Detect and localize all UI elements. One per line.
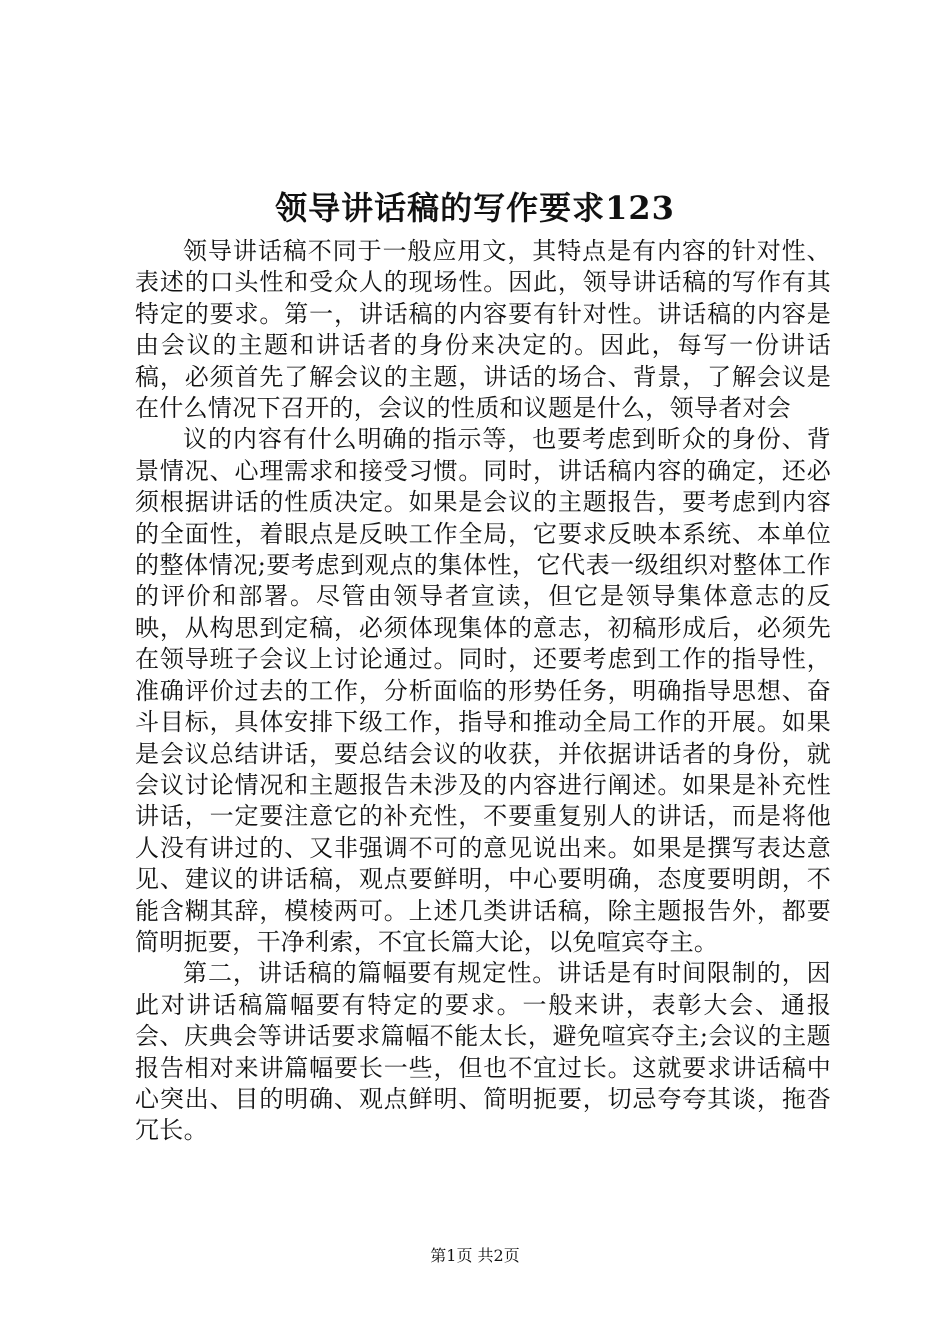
document-body <box>135 236 831 1147</box>
paragraph-3: 第二，讲话稿的篇幅要有规定性。讲话是有时间限制的，因此对讲话稿篇幅要有特定的要求。一般来讲，表彰大会、通报会、庆典会等讲话要求篇幅不能太长，避免喧宾夺主;会议的主题报告相对来讲篇幅要长一些，但也不宜过长。这就要求讲话稿中心突出、目的明确、观点鲜明、简明扼要，切忌夸夸其谈，拖沓冗长。 <box>135 959 831 1145</box>
paragraph-1: 领导讲话稿不同于一般应用文，其特点是有内容的针对性、表述的口头性和受众人的现场性。因此，领导讲话稿的写作有其特定的要求。第一，讲话稿的内容要有针对性。讲话稿的内容是由会议的主题和讲话者的身份来决定的。因此，每写一份讲话稿，必须首先了解会议的主题，讲话的场合、背景，了解会议是在什么情况下召开的，会议的性质和议题是什么，领导者对会 <box>135 237 831 423</box>
document-title: 领导讲话稿的写作要求123 <box>275 189 675 227</box>
paragraph-2: 议的内容有什么明确的指示等，也要考虑到昕众的身份、背景情况、心理需求和接受习惯。同时，讲话稿内容的确定，还必须根据讲话的性质决定。如果是会议的主题报告，要考虑到内容的全面性，着眼点是反映工作全局，它要求反映本系统、本单位的整体情况;要考虑到观点的集体性，它代表一级组织对整体工作的评价和部署。尽管由领导者宣读，但它是领导集体意志的反映，从构思到定稿，必须体现集体的意志，初稿形成后，必须先在领导班子会议上讨论通过。同时，还要考虑到工作的指导性，准确评价过去的工作，分析面临的形势任务，明确指导思想、奋斗目标，具体安排下级工作，指导和推动全局工作的开展。如果是会议总结讲话，要总结会议的收获，并依据讲话者的身份，就会议讨论情况和主题报告未涉及的内容进行阐述。如果是补充性讲话，一定要注意它的补充性，不要重复别人的讲话，而是将他人没有讲过的、又非强调不可的意见说出来。如果是撰写表达意见、建议的讲话稿，观点要鲜明，中心要明确，态度要明朗，不能含糊其辞，模棱两可。上述几类讲话稿，除主题报告外，都要简明扼要，干净利索，不宜长篇大论，以免喧宾夺主。 <box>135 425 831 956</box>
page-number-footer: 第1页 共2页 <box>430 1246 520 1265</box>
